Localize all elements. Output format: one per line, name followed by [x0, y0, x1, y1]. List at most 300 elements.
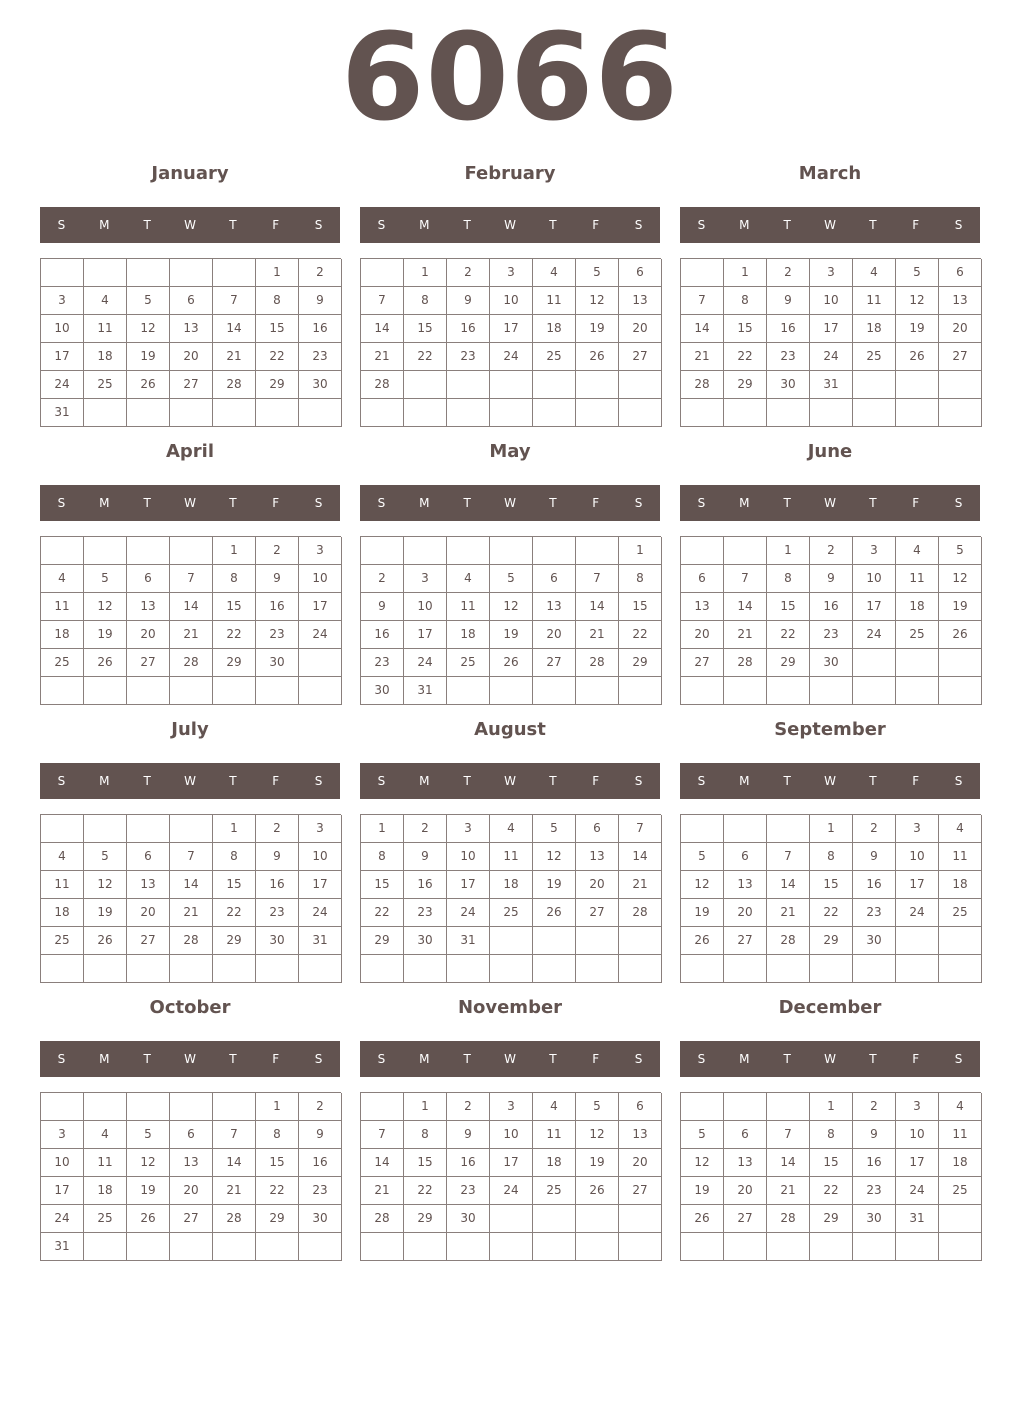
weekday-label: T: [143, 218, 151, 232]
day-cell: 30: [767, 371, 810, 399]
day-cell: 19: [681, 899, 724, 927]
empty-cell: [853, 649, 896, 677]
empty-cell: [576, 537, 619, 565]
day-cell: 30: [853, 927, 896, 955]
day-cell: 5: [576, 1093, 619, 1121]
day-cell: 4: [533, 1093, 576, 1121]
day-cell: 21: [170, 899, 213, 927]
empty-cell: [256, 399, 299, 427]
day-cell: 5: [84, 843, 127, 871]
day-cell: 23: [299, 343, 342, 371]
day-cell: 3: [41, 1121, 84, 1149]
empty-cell: [447, 955, 490, 983]
day-cell: 15: [256, 1149, 299, 1177]
day-cell: 11: [447, 593, 490, 621]
empty-cell: [84, 1093, 127, 1121]
day-cell: 6: [619, 1093, 662, 1121]
day-cell: 15: [724, 315, 767, 343]
weekday-label: T: [869, 1052, 877, 1066]
empty-cell: [41, 677, 84, 705]
day-cell: 15: [361, 871, 404, 899]
day-cell: 28: [213, 1205, 256, 1233]
day-cell: 9: [853, 843, 896, 871]
day-cell: 29: [361, 927, 404, 955]
day-cell: 20: [533, 621, 576, 649]
weekday-label: F: [592, 496, 600, 510]
day-cell: 20: [619, 315, 662, 343]
day-cell: 13: [724, 871, 767, 899]
empty-cell: [127, 955, 170, 983]
day-cell: 10: [810, 287, 853, 315]
day-cell: 12: [490, 593, 533, 621]
weekday-label: M: [739, 218, 750, 232]
empty-cell: [361, 1093, 404, 1121]
empty-cell: [170, 677, 213, 705]
weekday-label: S: [377, 496, 386, 510]
empty-cell: [576, 399, 619, 427]
day-cell: 31: [447, 927, 490, 955]
day-cell: 26: [681, 1205, 724, 1233]
weekday-label: F: [272, 496, 280, 510]
empty-cell: [853, 677, 896, 705]
day-cell: 30: [299, 1205, 342, 1233]
day-cell: 14: [767, 871, 810, 899]
day-cell: 31: [810, 371, 853, 399]
empty-cell: [576, 1233, 619, 1261]
day-cell: 21: [619, 871, 662, 899]
day-cell: 12: [84, 593, 127, 621]
empty-cell: [619, 1233, 662, 1261]
day-cell: 1: [361, 815, 404, 843]
day-cell: 17: [896, 871, 939, 899]
day-cell: 29: [213, 927, 256, 955]
day-cell: 22: [213, 899, 256, 927]
weekday-label: W: [504, 496, 516, 510]
day-cell: 24: [404, 649, 447, 677]
day-cell: 9: [299, 1121, 342, 1149]
weekday-label: W: [824, 218, 836, 232]
weekday-label: W: [504, 774, 516, 788]
empty-cell: [490, 677, 533, 705]
day-cell: 18: [41, 899, 84, 927]
empty-cell: [619, 371, 662, 399]
day-cell: 20: [724, 1177, 767, 1205]
empty-cell: [619, 677, 662, 705]
weekday-label: T: [549, 774, 557, 788]
empty-cell: [84, 955, 127, 983]
weekday-label: W: [504, 218, 516, 232]
day-cell: 17: [810, 315, 853, 343]
day-cell: 4: [490, 815, 533, 843]
empty-cell: [299, 1233, 342, 1261]
empty-cell: [619, 955, 662, 983]
day-grid: [40, 814, 341, 983]
day-cell: 3: [299, 815, 342, 843]
weekday-label: M: [419, 774, 430, 788]
weekday-header: [360, 763, 660, 799]
day-cell: 4: [41, 843, 84, 871]
day-cell: 29: [256, 1205, 299, 1233]
day-cell: 9: [256, 565, 299, 593]
day-cell: 27: [619, 1177, 662, 1205]
day-cell: 3: [299, 537, 342, 565]
day-cell: 19: [127, 343, 170, 371]
day-cell: 23: [447, 1177, 490, 1205]
day-cell: 16: [299, 1149, 342, 1177]
empty-cell: [299, 955, 342, 983]
empty-cell: [170, 955, 213, 983]
day-cell: 27: [576, 899, 619, 927]
day-cell: 1: [810, 1093, 853, 1121]
empty-cell: [84, 399, 127, 427]
empty-cell: [447, 537, 490, 565]
day-cell: 24: [447, 899, 490, 927]
weekday-label: S: [634, 218, 643, 232]
weekday-label: M: [99, 218, 110, 232]
day-cell: 11: [41, 871, 84, 899]
day-cell: 11: [490, 843, 533, 871]
empty-cell: [127, 259, 170, 287]
empty-cell: [939, 955, 982, 983]
weekday-label: S: [954, 1052, 963, 1066]
empty-cell: [576, 1205, 619, 1233]
day-cell: 12: [681, 1149, 724, 1177]
day-cell: 6: [533, 565, 576, 593]
day-cell: 26: [939, 621, 982, 649]
day-cell: 21: [681, 343, 724, 371]
empty-cell: [681, 259, 724, 287]
empty-cell: [404, 399, 447, 427]
empty-cell: [896, 649, 939, 677]
empty-cell: [213, 955, 256, 983]
day-cell: 26: [127, 371, 170, 399]
day-cell: 21: [213, 1177, 256, 1205]
empty-cell: [896, 927, 939, 955]
day-cell: 8: [404, 287, 447, 315]
day-cell: 7: [767, 843, 810, 871]
day-cell: 6: [127, 565, 170, 593]
empty-cell: [939, 1233, 982, 1261]
weekday-label: T: [143, 1052, 151, 1066]
weekday-label: S: [314, 1052, 323, 1066]
day-cell: 29: [619, 649, 662, 677]
day-cell: 5: [681, 843, 724, 871]
day-cell: 15: [256, 315, 299, 343]
weekday-label: F: [592, 218, 600, 232]
empty-cell: [939, 371, 982, 399]
day-cell: 21: [213, 343, 256, 371]
day-cell: 4: [853, 259, 896, 287]
day-cell: 5: [490, 565, 533, 593]
day-cell: 30: [299, 371, 342, 399]
weekday-label: S: [314, 774, 323, 788]
empty-cell: [299, 649, 342, 677]
day-cell: 5: [127, 1121, 170, 1149]
day-cell: 21: [170, 621, 213, 649]
day-cell: 24: [896, 899, 939, 927]
empty-cell: [853, 399, 896, 427]
day-cell: 18: [41, 621, 84, 649]
day-cell: 11: [41, 593, 84, 621]
empty-cell: [767, 677, 810, 705]
day-cell: 16: [404, 871, 447, 899]
empty-cell: [681, 1093, 724, 1121]
weekday-label: T: [143, 774, 151, 788]
day-cell: 1: [213, 537, 256, 565]
day-cell: 12: [127, 1149, 170, 1177]
weekday-label: W: [824, 774, 836, 788]
day-cell: 13: [619, 287, 662, 315]
weekday-header: [360, 485, 660, 521]
day-cell: 6: [576, 815, 619, 843]
day-cell: 6: [170, 1121, 213, 1149]
weekday-label: S: [314, 218, 323, 232]
weekday-label: T: [229, 1052, 237, 1066]
day-cell: 28: [361, 1205, 404, 1233]
weekday-label: S: [377, 218, 386, 232]
day-cell: 4: [447, 565, 490, 593]
weekday-label: S: [697, 218, 706, 232]
empty-cell: [41, 1093, 84, 1121]
weekday-label: M: [419, 218, 430, 232]
weekday-label: S: [634, 1052, 643, 1066]
day-cell: 8: [361, 843, 404, 871]
weekday-label: F: [272, 218, 280, 232]
day-cell: 1: [404, 1093, 447, 1121]
empty-cell: [490, 1205, 533, 1233]
day-cell: 12: [84, 871, 127, 899]
day-cell: 16: [447, 1149, 490, 1177]
empty-cell: [170, 259, 213, 287]
day-cell: 3: [490, 259, 533, 287]
day-cell: 14: [576, 593, 619, 621]
weekday-label: S: [954, 774, 963, 788]
weekday-label: T: [463, 774, 471, 788]
day-cell: 25: [41, 927, 84, 955]
day-cell: 9: [810, 565, 853, 593]
day-cell: 1: [619, 537, 662, 565]
day-cell: 5: [896, 259, 939, 287]
day-cell: 30: [404, 927, 447, 955]
day-grid: [360, 536, 661, 705]
day-cell: 20: [681, 621, 724, 649]
day-cell: 22: [724, 343, 767, 371]
empty-cell: [404, 1233, 447, 1261]
month-name: March: [798, 163, 862, 184]
weekday-label: T: [463, 218, 471, 232]
day-cell: 27: [127, 649, 170, 677]
day-cell: 21: [576, 621, 619, 649]
day-cell: 2: [853, 1093, 896, 1121]
empty-cell: [681, 815, 724, 843]
day-cell: 27: [127, 927, 170, 955]
weekday-header: [680, 207, 980, 243]
day-cell: 4: [939, 815, 982, 843]
day-cell: 22: [213, 621, 256, 649]
empty-cell: [170, 815, 213, 843]
weekday-label: T: [549, 1052, 557, 1066]
month-name: September: [774, 719, 886, 740]
day-cell: 22: [256, 1177, 299, 1205]
day-cell: 19: [533, 871, 576, 899]
day-cell: 7: [170, 565, 213, 593]
day-cell: 14: [213, 315, 256, 343]
weekday-label: W: [184, 496, 196, 510]
day-cell: 24: [299, 899, 342, 927]
day-cell: 2: [447, 1093, 490, 1121]
day-cell: 8: [256, 287, 299, 315]
day-cell: 29: [213, 649, 256, 677]
day-cell: 16: [361, 621, 404, 649]
weekday-label: T: [869, 218, 877, 232]
month-name: August: [474, 719, 546, 740]
day-cell: 18: [533, 1149, 576, 1177]
empty-cell: [127, 677, 170, 705]
day-cell: 20: [170, 343, 213, 371]
day-cell: 1: [724, 259, 767, 287]
day-cell: 16: [853, 871, 896, 899]
day-cell: 28: [619, 899, 662, 927]
day-cell: 7: [576, 565, 619, 593]
day-cell: 31: [41, 1233, 84, 1261]
empty-cell: [724, 537, 767, 565]
day-cell: 29: [724, 371, 767, 399]
day-cell: 14: [213, 1149, 256, 1177]
empty-cell: [896, 1233, 939, 1261]
day-cell: 14: [170, 871, 213, 899]
day-cell: 7: [681, 287, 724, 315]
empty-cell: [213, 677, 256, 705]
day-cell: 8: [213, 843, 256, 871]
empty-cell: [724, 1233, 767, 1261]
day-cell: 23: [767, 343, 810, 371]
empty-cell: [619, 399, 662, 427]
empty-cell: [361, 259, 404, 287]
day-cell: 25: [896, 621, 939, 649]
weekday-header: [680, 763, 980, 799]
day-cell: 2: [299, 1093, 342, 1121]
day-cell: 27: [533, 649, 576, 677]
empty-cell: [576, 677, 619, 705]
day-cell: 11: [84, 315, 127, 343]
weekday-label: W: [824, 496, 836, 510]
month-name: November: [457, 997, 563, 1018]
day-cell: 27: [724, 1205, 767, 1233]
day-cell: 29: [810, 927, 853, 955]
day-cell: 23: [853, 899, 896, 927]
day-cell: 12: [681, 871, 724, 899]
empty-cell: [939, 677, 982, 705]
day-cell: 3: [810, 259, 853, 287]
weekday-label: F: [912, 496, 920, 510]
day-grid: [360, 814, 661, 983]
empty-cell: [533, 371, 576, 399]
weekday-header: [360, 1041, 660, 1077]
day-cell: 14: [361, 315, 404, 343]
day-cell: 22: [767, 621, 810, 649]
day-cell: 9: [447, 287, 490, 315]
day-cell: 29: [767, 649, 810, 677]
day-cell: 8: [810, 843, 853, 871]
day-cell: 15: [810, 1149, 853, 1177]
day-cell: 8: [213, 565, 256, 593]
weekday-header: [40, 485, 340, 521]
day-cell: 23: [256, 621, 299, 649]
empty-cell: [41, 815, 84, 843]
month-name: December: [778, 997, 882, 1018]
day-cell: 16: [810, 593, 853, 621]
day-grid: [40, 536, 341, 705]
day-cell: 25: [533, 343, 576, 371]
day-cell: 29: [404, 1205, 447, 1233]
day-cell: 20: [127, 621, 170, 649]
empty-cell: [84, 537, 127, 565]
weekday-label: T: [143, 496, 151, 510]
month-name: April: [165, 441, 215, 462]
month-name: February: [464, 163, 556, 184]
day-cell: 15: [213, 871, 256, 899]
empty-cell: [490, 955, 533, 983]
day-cell: 14: [767, 1149, 810, 1177]
day-cell: 23: [404, 899, 447, 927]
day-cell: 2: [256, 537, 299, 565]
empty-cell: [896, 399, 939, 427]
empty-cell: [404, 955, 447, 983]
day-cell: 28: [767, 1205, 810, 1233]
day-cell: 30: [447, 1205, 490, 1233]
day-cell: 23: [361, 649, 404, 677]
weekday-label: S: [634, 774, 643, 788]
day-cell: 13: [576, 843, 619, 871]
day-cell: 10: [404, 593, 447, 621]
day-cell: 23: [256, 899, 299, 927]
weekday-label: F: [272, 774, 280, 788]
day-cell: 18: [84, 1177, 127, 1205]
weekday-label: S: [634, 496, 643, 510]
weekday-header: [40, 1041, 340, 1077]
day-cell: 13: [681, 593, 724, 621]
empty-cell: [404, 371, 447, 399]
empty-cell: [810, 1233, 853, 1261]
day-cell: 2: [767, 259, 810, 287]
day-cell: 9: [767, 287, 810, 315]
empty-cell: [767, 955, 810, 983]
weekday-label: T: [549, 496, 557, 510]
empty-cell: [127, 815, 170, 843]
empty-cell: [533, 1205, 576, 1233]
empty-cell: [490, 371, 533, 399]
day-cell: 25: [853, 343, 896, 371]
empty-cell: [939, 927, 982, 955]
weekday-label: S: [57, 1052, 66, 1066]
weekday-label: S: [57, 774, 66, 788]
day-cell: 2: [361, 565, 404, 593]
empty-cell: [681, 399, 724, 427]
weekday-label: S: [377, 1052, 386, 1066]
empty-cell: [853, 371, 896, 399]
empty-cell: [724, 677, 767, 705]
empty-cell: [810, 677, 853, 705]
weekday-header: [40, 207, 340, 243]
day-cell: 7: [619, 815, 662, 843]
day-cell: 18: [853, 315, 896, 343]
day-cell: 27: [170, 1205, 213, 1233]
day-cell: 18: [896, 593, 939, 621]
day-cell: 26: [576, 343, 619, 371]
day-cell: 6: [619, 259, 662, 287]
empty-cell: [767, 399, 810, 427]
day-cell: 17: [490, 315, 533, 343]
